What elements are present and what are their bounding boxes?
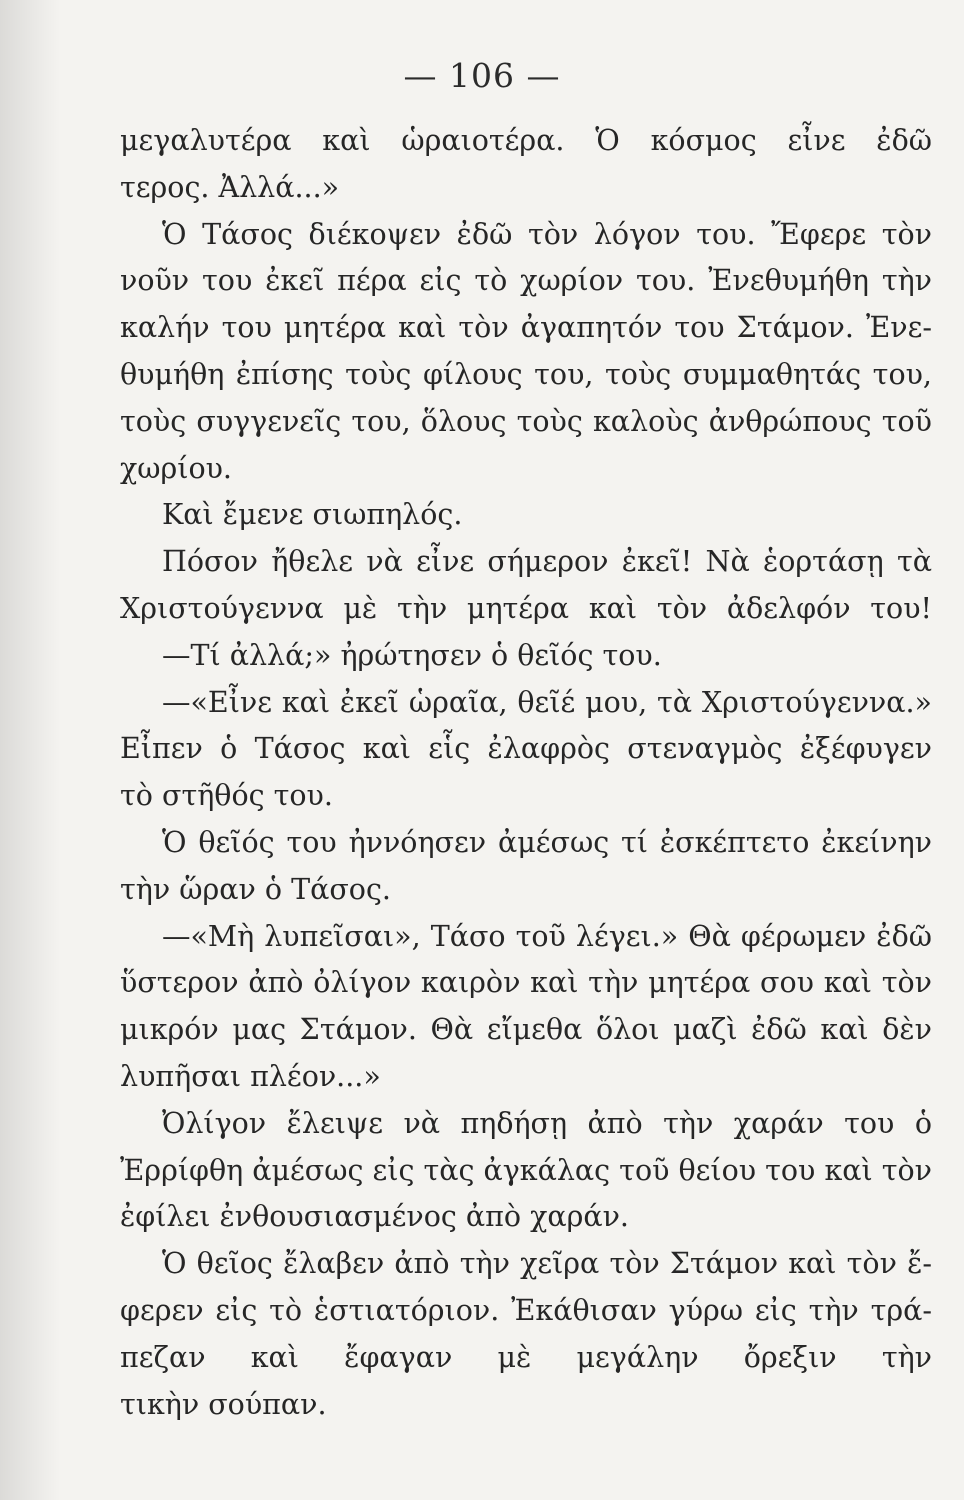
text-line: μικρόν μας Στάμον. Θὰ εἴμεθα ὅλοι μαζὶ ἐδῶ καὶ δὲν [120, 1013, 932, 1047]
text-line: πεζαν καὶ ἔφαγαν μὲ μεγάλην ὄρεξιν τὴν [120, 1340, 932, 1374]
text-line: ὕστερον ἀπὸ ὀλίγον καιρὸν καὶ τὴν μητέρα σου καὶ τὸν [120, 966, 932, 1000]
text-line: τικὴν σούπαν. [120, 1387, 327, 1421]
text-line: Ὀλίγον ἔλειψε νὰ πηδήσῃ ἀπὸ τὴν χαράν του ὁ [162, 1106, 932, 1140]
text-line: Ὁ θεῖός του ἠννόησεν ἀμέσως τί ἐσκέπτετο ἐκείνην [162, 825, 932, 859]
text-line: Καὶ ἔμενε σιωπηλός. [162, 498, 463, 532]
text-line: Πόσον ἤθελε νὰ εἶνε σήμερον ἐκεῖ! Νὰ ἑορτάσῃ τὰ [162, 545, 932, 579]
text-line: τὸ στῆθός του. [120, 779, 333, 813]
text-line: Ὁ Τάσος διέκοψεν ἐδῶ τὸν λόγον του. Ἔφερε τὸν [162, 217, 932, 251]
text-line: Ἐρρίφθη ἀμέσως εἰς τὰς ἀγκάλας τοῦ θείου του καὶ τὸν [120, 1153, 932, 1187]
text-line: —«Εἶνε καὶ ἐκεῖ ὡραῖα, θεῖέ μου, τὰ Χριστούγεννα.» [162, 685, 932, 719]
text-line: χωρίου. [120, 451, 232, 485]
text-line: καλήν του μητέρα καὶ τὸν ἀγαπητόν του Στάμον. Ἐνε- [120, 311, 932, 345]
text-line: θυμήθη ἐπίσης τοὺς φίλους του, τοὺς συμμαθητάς του, [120, 357, 932, 391]
text-line: Χριστούγεννα μὲ τὴν μητέρα καὶ τὸν ἀδελφόν του! [120, 591, 932, 625]
page-number: — 106 — [403, 56, 561, 95]
text-line: φερεν εἰς τὸ ἑστιατόριον. Ἐκάθισαν γύρω εἰς τὴν τρά- [120, 1293, 932, 1327]
text-line: Ὁ θεῖος ἔλαβεν ἀπὸ τὴν χεῖρα τὸν Στάμον καὶ τὸν ἔ- [162, 1247, 932, 1281]
text-line: ἐφίλει ἐνθουσιασμένος ἀπὸ χαράν. [120, 1200, 629, 1234]
text-line: νοῦν του ἐκεῖ πέρα εἰς τὸ χωρίον του. Ἐνεθυμήθη τὴν [120, 264, 932, 298]
text-line: τὴν ὥραν ὁ Τάσος. [120, 872, 391, 906]
text-line: —Τί ἀλλά;» ἠρώτησεν ὁ θεῖός του. [162, 638, 662, 672]
text-line: λυπῆσαι πλέον...» [120, 1059, 381, 1093]
text-line: τερος. Ἀλλά...» [120, 170, 340, 204]
text-line: μεγαλυτέρα καὶ ὡραιοτέρα. Ὁ κόσμος εἶνε ἐδῶ [120, 124, 932, 157]
text-line: τοὺς συγγενεῖς του, ὅλους τοὺς καλοὺς ἀνθρώπους τοῦ [120, 404, 932, 438]
text-line: Εἶπεν ὁ Τάσος καὶ εἷς ἐλαφρὸς στεναγμὸς ἐξέφυγεν [120, 732, 932, 766]
page-body-text [120, 118, 932, 1428]
text-line: —«Μὴ λυπεῖσαι», Τάσο τοῦ λέγει.» Θὰ φέρωμεν ἐδῶ [162, 919, 932, 953]
